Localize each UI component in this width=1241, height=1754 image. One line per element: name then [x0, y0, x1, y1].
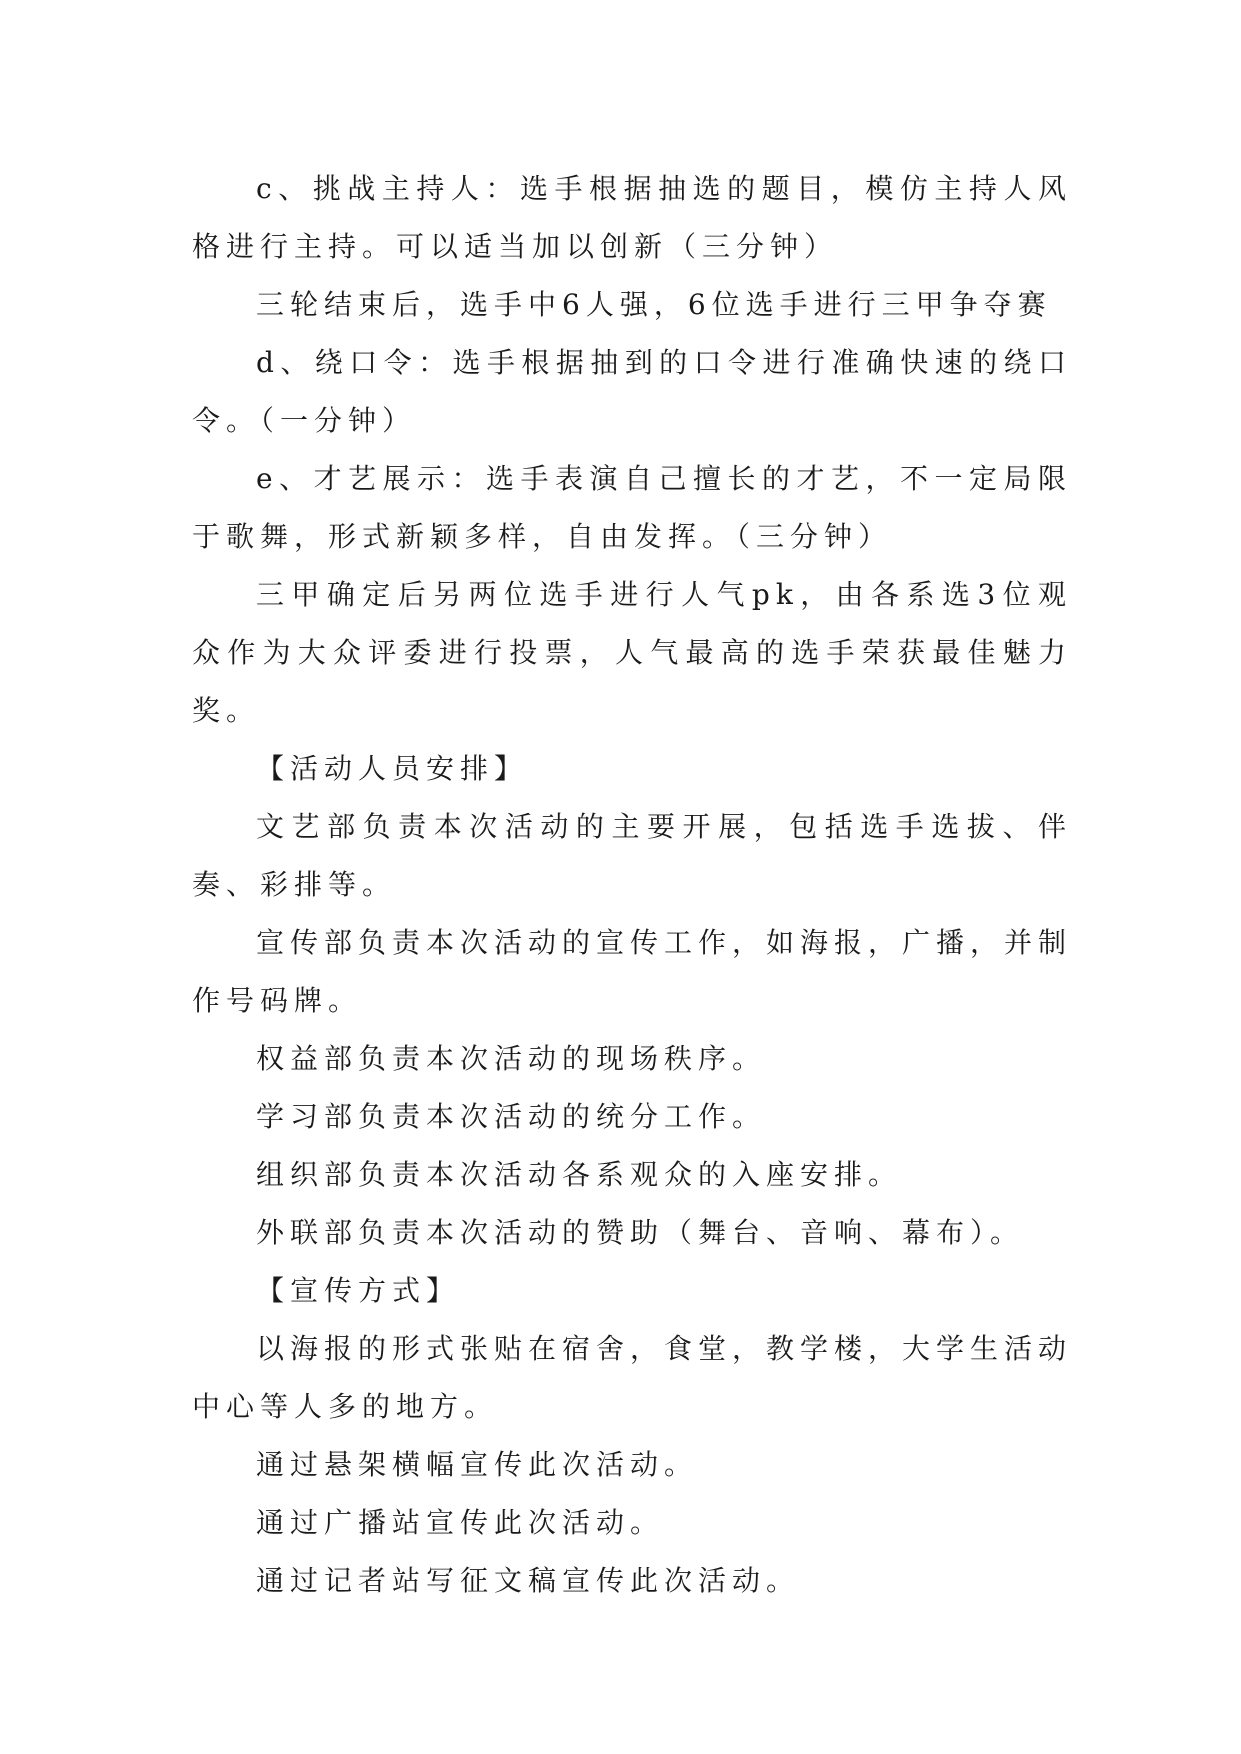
paragraph-popularity-pk: 三甲确定后另两位选手进行人气pk，由各系选3位观众作为大众评委进行投票，人气最高的选手荣获最佳魅力奖。	[192, 578, 1072, 727]
paragraph-arts-dept: 文艺部负责本次活动的主要开展，包括选手选拔、伴奏、彩排等。	[192, 810, 1072, 901]
paragraph-banners: 通过悬架横幅宣传此次活动。	[256, 1448, 699, 1481]
paragraph-press: 通过记者站写征文稿宣传此次活动。	[256, 1564, 801, 1597]
document-body	[192, 160, 1072, 1610]
section-heading-staffing: 【活动人员安排】	[256, 752, 529, 785]
paragraph-radio: 通过广播站宣传此次活动。	[256, 1506, 665, 1539]
paragraph-publicity-dept: 宣传部负责本次活动的宣传工作，如海报，广播，并制作号码牌。	[192, 926, 1073, 1017]
section-heading-publicity: 【宣传方式】	[256, 1274, 461, 1307]
paragraph-host-challenge: c、挑战主持人：选手根据抽选的题目，模仿主持人风格进行主持。可以适当加以创新（三分钟）	[192, 172, 1072, 263]
paragraph-tongue-twister: d、绕口令：选手根据抽到的口令进行准确快速的绕口令。（一分钟）	[192, 346, 1072, 437]
paragraph-round-three-summary: 三轮结束后，选手中6人强，6位选手进行三甲争夺赛	[256, 288, 1052, 321]
paragraph-study-dept: 学习部负责本次活动的统分工作。	[256, 1100, 767, 1133]
paragraph-rights-dept: 权益部负责本次活动的现场秩序。	[256, 1042, 767, 1075]
paragraph-talent-show: e、才艺展示：选手表演自己擅长的才艺，不一定局限于歌舞，形式新颖多样，自由发挥。（三分钟）	[192, 462, 1072, 553]
paragraph-posters: 以海报的形式张贴在宿舍，食堂，教学楼，大学生活动中心等人多的地方。	[192, 1332, 1073, 1423]
paragraph-outreach-dept: 外联部负责本次活动的赞助（舞台、音响、幕布）。	[256, 1216, 1025, 1249]
paragraph-organization-dept: 组织部负责本次活动各系观众的入座安排。	[256, 1158, 903, 1191]
